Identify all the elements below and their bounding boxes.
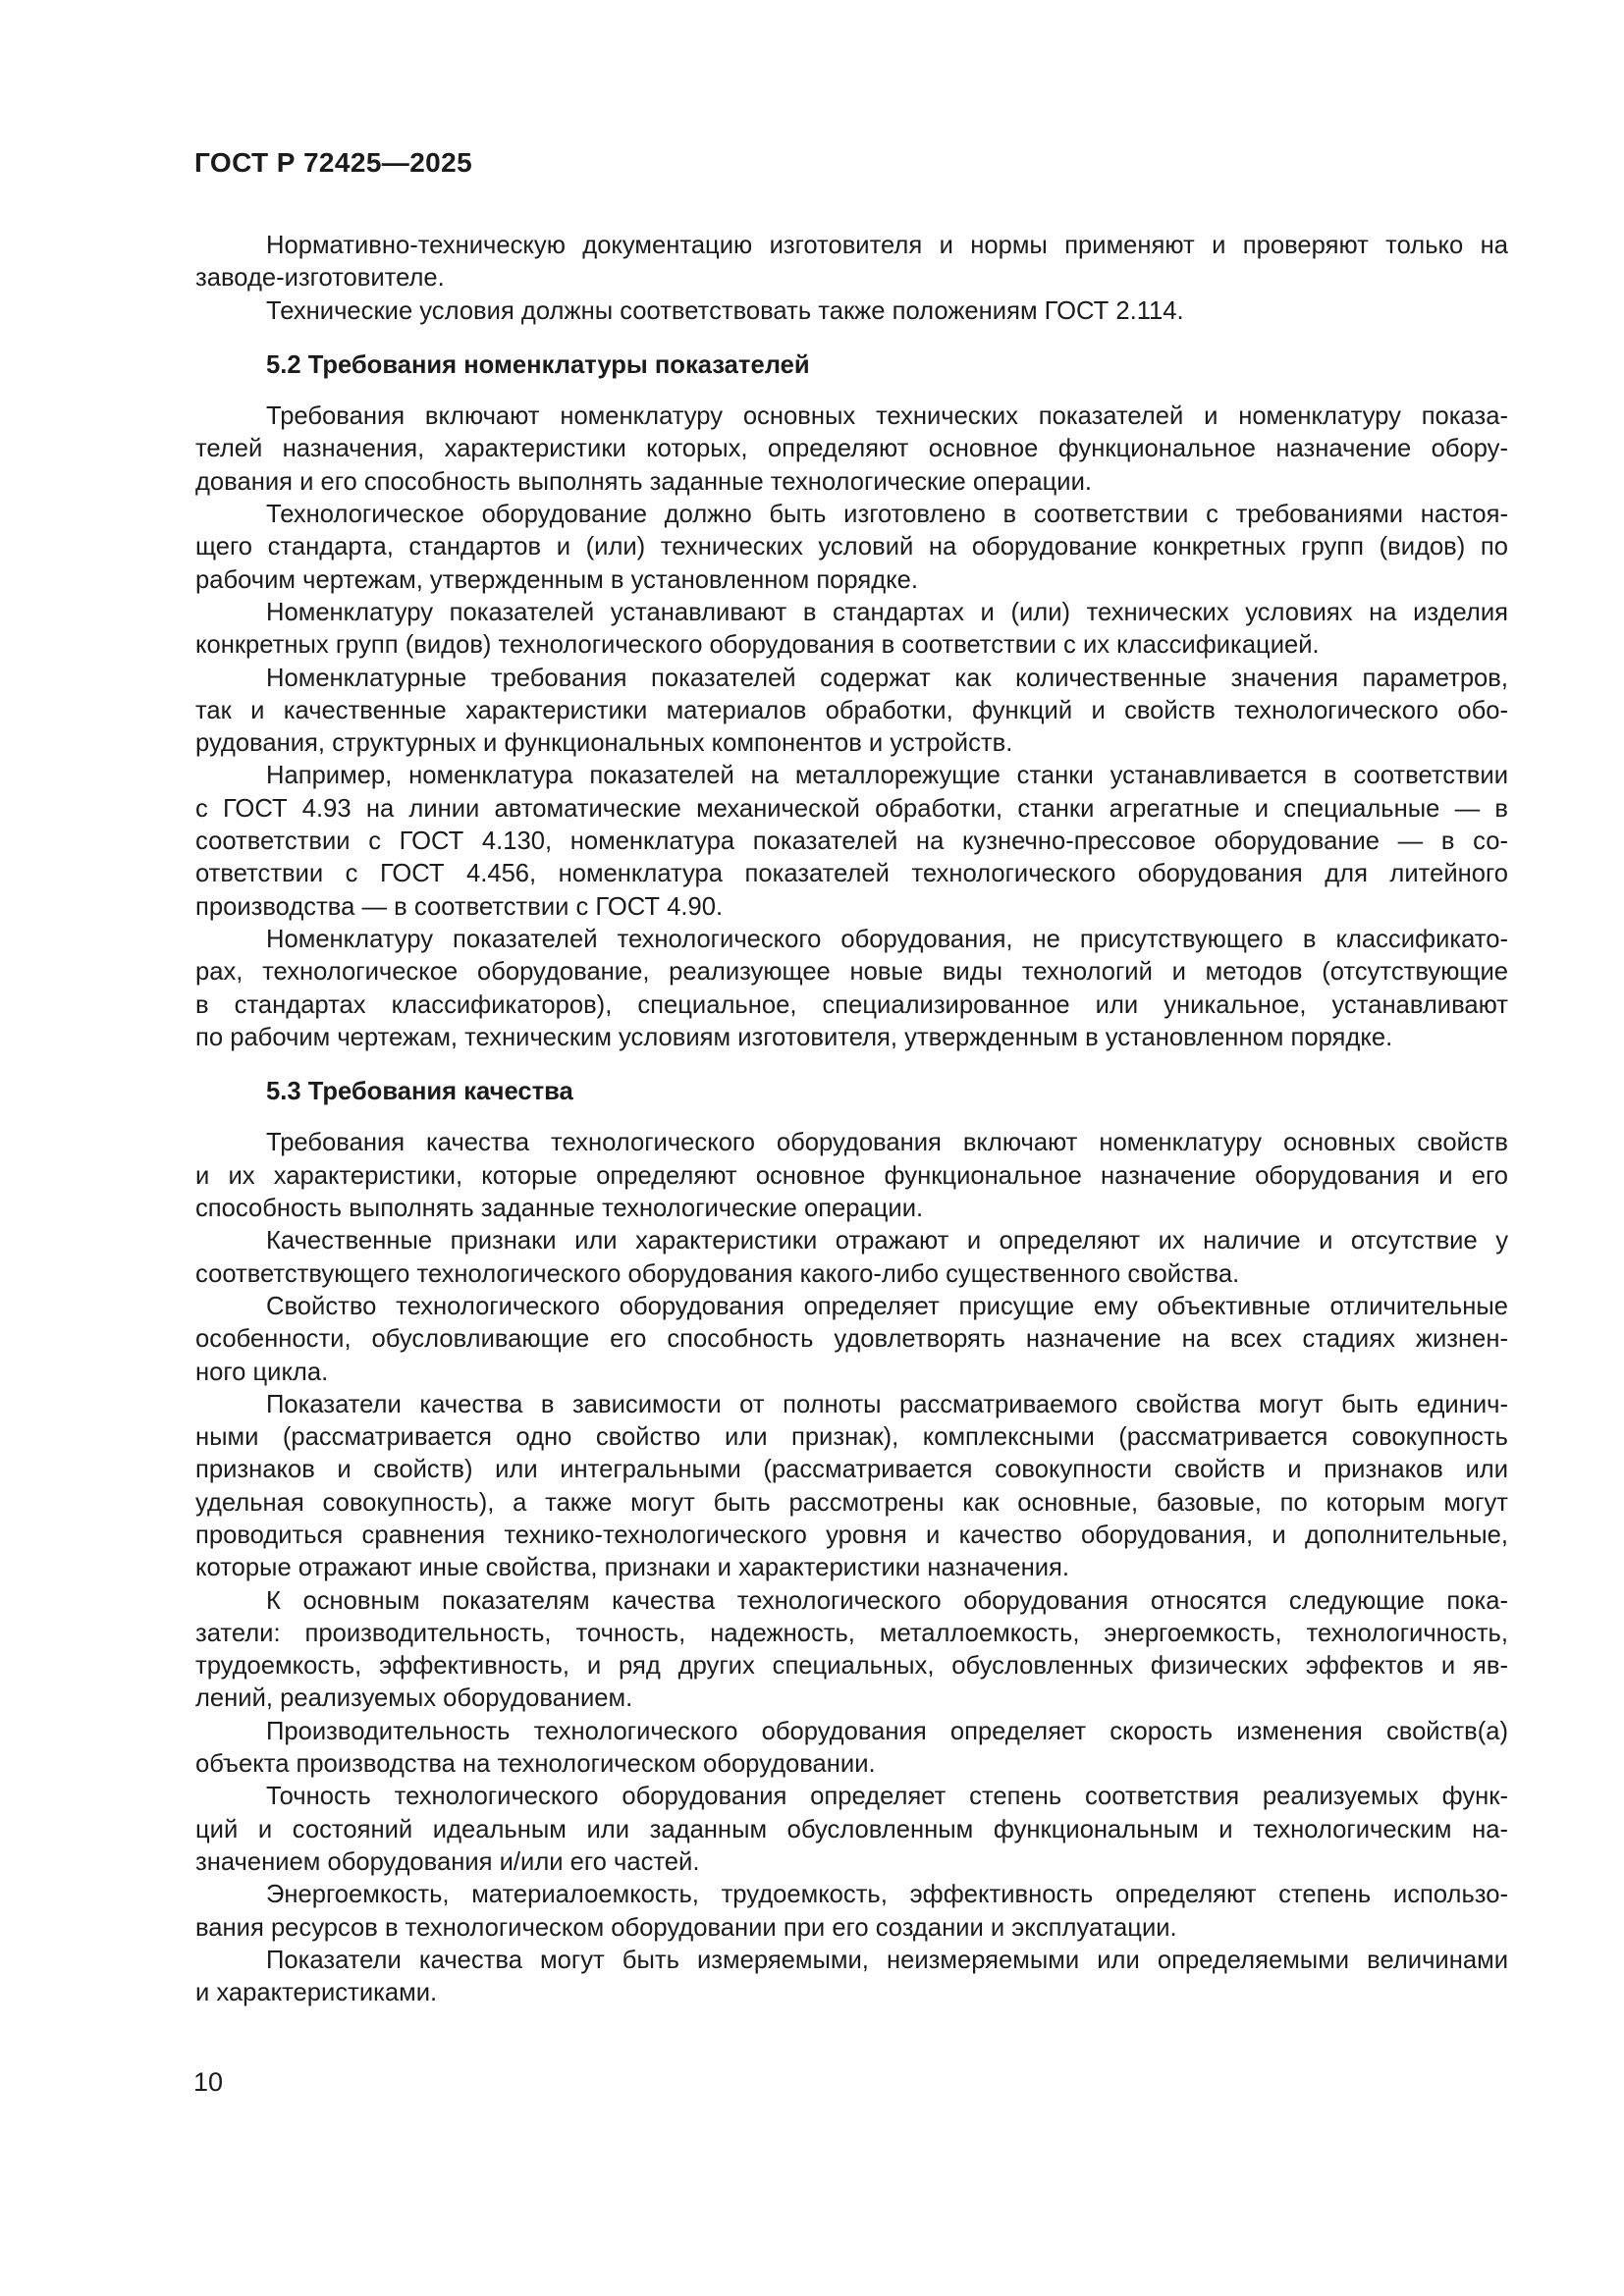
text-line: конкретных групп (видов) технологического оборудования в соответствии с их классификацией. — [195, 631, 1320, 660]
text-line: ответствии с ГОСТ 4.456, номенклатура показателей технологического оборудования для литейного — [195, 860, 1508, 888]
text-line: Качественные признаки или характеристики отражают и определяют их наличие и отсутствие у — [266, 1227, 1508, 1255]
paragraph — [195, 499, 1508, 597]
text-line: вания ресурсов в технологическом оборудовании при его создании и эксплуатации. — [195, 1913, 1177, 1942]
paragraph — [195, 1716, 1508, 1782]
text-line: ций и состояний идеальным или заданным обусловленным функциональным и технологическим на- — [195, 1815, 1508, 1843]
text-line: производства — в соответствии с ГОСТ 4.90. — [195, 892, 724, 921]
paragraph — [195, 230, 1508, 295]
text-line: и их характеристики, которые определяют основное функциональное назначение оборудования и его — [195, 1161, 1508, 1190]
text-line: проводиться сравнения технико-технологического уровня и качество оборудования, и дополнительные, — [195, 1521, 1508, 1549]
paragraph — [195, 1291, 1508, 1389]
text-line: Точность технологического оборудования определяет степень соответствия реализуемых функ- — [266, 1783, 1508, 1811]
text-line: по рабочим чертежам, техническим условиям изготовителя, утвержденным в установленном порядке. — [195, 1023, 1393, 1051]
paragraph — [195, 1945, 1508, 2010]
text-line: которые отражают иные свойства, признаки и характеристики назначения. — [195, 1554, 1069, 1582]
section-heading: 5.3 Требования качества — [266, 1078, 573, 1106]
text-line: Энергоемкость, материалоемкость, трудоемкость, эффективность определяют степень использо- — [266, 1881, 1508, 1909]
text-line: рудования, структурных и функциональных компонентов и устройств. — [195, 729, 1013, 758]
paragraph — [195, 295, 1508, 328]
text-line: с ГОСТ 4.93 на линии автоматические механической обработки, станки агрегатные и специальные — в — [195, 794, 1508, 823]
text-line: затели: производительность, точность, надежность, металлоемкость, энергоемкость, технологичность, — [195, 1619, 1508, 1647]
text-line: трудоемкость, эффективность, и ряд других специальных, обусловленных физических эффектов и яв- — [195, 1652, 1508, 1681]
text-line: Требования включают номенклатуру основных технических показателей и номенклатуру показа- — [266, 402, 1508, 431]
text-line: объекта производства на технологическом оборудовании. — [195, 1750, 876, 1779]
text-line: К основным показателям качества технологического оборудования относятся следующие пока- — [266, 1586, 1508, 1615]
text-line: Номенклатуру показателей технологического оборудования, не присутствующего в классификато- — [266, 925, 1508, 953]
paragraph — [195, 1127, 1508, 1225]
text-line: Свойство технологического оборудования определяет присущие ему объективные отличительные — [266, 1292, 1508, 1320]
section-heading: 5.2 Требования номенклатуры показателей — [266, 350, 810, 379]
text-line: признаков и свойств) или интегральными (рассматривается совокупности свойств и признаков или — [195, 1456, 1508, 1484]
text-line: Показатели качества в зависимости от полноты рассматриваемого свойства могут быть единич- — [266, 1390, 1508, 1418]
text-line: особенности, обусловливающие его способность удовлетворять назначение на всех стадиях жизнен- — [195, 1325, 1508, 1354]
text-line: Требования качества технологического оборудования включают номенклатуру основных свойств — [266, 1129, 1508, 1157]
paragraph — [195, 1781, 1508, 1879]
text-line: рах, технологическое оборудование, реализующее новые виды технологий и методов (отсутствующие — [195, 958, 1508, 987]
text-line: рабочим чертежам, утвержденным в установленном порядке. — [195, 565, 918, 594]
text-line: Показатели качества могут быть измеряемыми, неизмеряемыми или определяемыми величинами — [266, 1946, 1508, 1974]
text-line: телей назначения, характеристики которых, определяют основное функциональное назначение обору- — [195, 435, 1508, 463]
text-line: Производительность технологического оборудования определяет скорость изменения свойств(а) — [266, 1717, 1508, 1745]
paragraph — [195, 597, 1508, 663]
text-line: щего стандарта, стандартов и (или) технических условий на оборудование конкретных групп (видов) по — [195, 533, 1508, 561]
paragraph — [195, 1389, 1508, 1585]
text-line: в стандартах классификаторов), специальное, специализированное или уникальное, устанавливают — [195, 990, 1508, 1019]
text-line: Технологическое оборудование должно быть изготовлено в соответствии с требованиями настоя- — [266, 501, 1508, 529]
text-line: соответствующего технологического оборудования какого-либо существенного свойства. — [195, 1259, 1240, 1288]
paragraph — [195, 760, 1508, 923]
text-line: и характеристиками. — [195, 1979, 438, 2007]
paragraph — [195, 663, 1508, 761]
paragraph — [195, 400, 1508, 499]
text-line: значением оборудования и/или его частей. — [195, 1847, 700, 1876]
text-line: соответствии с ГОСТ 4.130, номенклатура показателей на кузнечно-прессовое оборудование — в со- — [195, 828, 1508, 856]
text-line: Номенклатуру показателей устанавливают в стандартах и (или) технических условиях на изделия — [266, 598, 1508, 626]
text-line: так и качественные характеристики материалов обработки, функций и свойств технологического обо- — [195, 696, 1508, 724]
paragraph — [195, 1225, 1508, 1291]
text-line: Нормативно-техническую документацию изготовителя и нормы применяют и проверяют только на — [266, 232, 1508, 259]
text-line: Номенклатурные требования показателей содержат как количественные значения параметров, — [266, 664, 1508, 692]
text-line: Например, номенклатура показателей на металлорежущие станки устанавливается в соответствии — [266, 762, 1508, 790]
text-line: ными (рассматривается одно свойство или признак), комплексными (рассматривается совокупность — [195, 1423, 1508, 1452]
document-code: ГОСТ Р 72425—2025 — [194, 147, 473, 178]
text-line: Технические условия должны соответствовать также положениям ГОСТ 2.114. — [266, 296, 1184, 325]
text-line: удельная совокупность), а также могут быть рассмотрены как основные, базовые, по которым могут — [195, 1488, 1508, 1517]
paragraph — [195, 1585, 1508, 1716]
text-line: способность выполнять заданные технологические операции. — [195, 1195, 924, 1223]
document-body — [195, 230, 1508, 2009]
paragraph — [195, 924, 1508, 1054]
text-line: дования и его способность выполнять заданные технологические операции. — [195, 467, 1092, 496]
page-number: 10 — [193, 2067, 224, 2097]
text-line: заводе-изготовителе. — [195, 264, 445, 293]
paragraph — [195, 1879, 1508, 1945]
text-line: ного цикла. — [195, 1358, 329, 1386]
text-line: лений, реализуемых оборудованием. — [195, 1684, 633, 1713]
